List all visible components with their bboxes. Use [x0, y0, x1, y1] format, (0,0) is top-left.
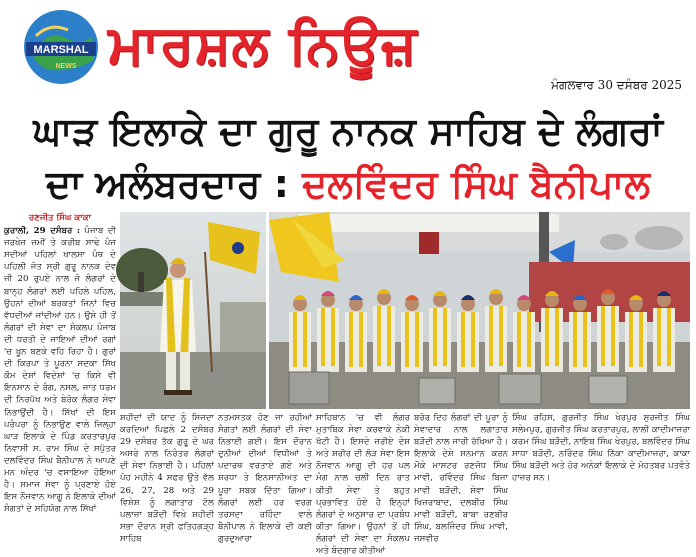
column-1-text: ਪੰਜਾਬ ਦੀ ਜਰਖੇਜ਼ ਜ਼ਮੀਂ ਤੇ ਕਰੀਬ ਸਾਢੇ ਪੰਜ ਸਦੀਆਂ ਪਹਿਲਾਂ ਖਾਲਸਾ ਪੰਥ ਦੇ ਪਹਿਲੀ ਜੋਤ ਸ੍ਰੀ ਗੁਰੂ ਨਾਨਕ ਦੇਵ ਜੀ 20 ਰੁਪਏ ਨਾਲ ਜੋ ਲੰਗਰਾਂ ਦੇ ਬਾਨ੍ਹ ਲੰਗਰਾਂ ਲਈ ਪਹਿਲੇ ਪਹਿਲ, ਉਹਨਾਂ ਦੀਆਂ ਬਰਕਤਾਂ ਜਿਨਾਂ ਵਿਚ ਵੱਧਦੀਆਂ ਜਾਂਦੀਆਂ ਹਨ। ਉਸੇ ਹੀ ਤੋਂ ਲੰਗਰਾਂ ਦੀ ਸੇਵਾ ਦਾ ਸੰਕਲਪ ਪੰਜਾਬ ਦੀ ਧਰਤੀ ਦੇ ਜਾਇਆਂ ਦੀਆਂ ਰਗਾਂ 'ਚ ਖੂਨ ਬਣਕੇ ਵਹਿ ਰਿਹਾ ਹੈ। ਗੁਰਾਂ ਦੀ ਕਿਰਪਾ ਤੇ ਪੂਰਨਾ ਸਦਕਾ ਸਿੱਖ ਕੌਮ ਦੇਸ਼ਾਂ ਵਿਦੇਸ਼ਾਂ 'ਚ ਕਿਸੇ ਵੀ ਇਨਸਾਨ ਦੇ ਰੰਗ, ਨਸਲ, ਜਾਤ ਧਰਮ ਦੀ ਨਿਰਪੱਖ ਅਤੇ ਬੇਰੋਕ ਲੰਗਰ ਸੇਵਾ ਨਿਭਾਉਂਦੀ ਹੈ। ਸਿੱਖਾਂ ਦੀ ਇਸ ਪਰੰਪਰਾ ਨੂੰ ਨਿਭਾਉਣ ਵਾਲੇ ਜ਼ਿਲ੍ਹਾ ਘਾੜ ਇਲਾਕੇ ਦੇ ਪਿੰਡ ਕਰਤਾਰਪੁਰ ਨਿਵਾਸੀ ਸ. ਰਾਮ ਸਿੰਘ ਦੇ ਸਪੁੱਤਰ ਦਲਵਿੰਦਰ ਸਿੰਘ ਬੈਨੀਪਾਲ ਨੇ ਆਪਣੇ ਮਨ ਅੰਦਰ 'ਚ ਵਸਾਇਆ ਹੋਇਆ ਹੈ। ਸਮਾਜ ਸੇਵਾ ਨੂੰ ਪ੍ਰਣਾਏ ਹੋਏ ਇਸ ਨੌਜਵਾਨ ਆਗੂ ਨੇ ਇਲਾਕੇ ਦੀਆਂ ਸੰਗਤਾਂ ਦੇ ਸਹਿਯੋਗ ਨਾਲ ਸਿੱਖਾਂ — [4, 226, 117, 515]
logo-title: MARSHAL — [33, 44, 89, 56]
marshal-news-logo — [22, 8, 100, 86]
article-column-4: ਸਾਹਿਬਾਨ 'ਚ ਵੀ ਲੰਗਰ ਮੁਤਾਬਿਕ ਸੇਵਾ ਕਰਵਾਕੇ ਨੇਕੀ ਖੱਟੀ ਹੈ। ਇਸਦੇ ਜ਼ਰੀਏ ਦੇਸ਼ ਅਤੇ ਸ਼ਰੀਰ ਦੀ ਲੋੜ ਸੇਵਾ ਇਸ ਨੌਜਵਾਨ ਆਗੂ ਦੀ ਹਰ ਪਲ ਮੰਗ ਨਾਲ ਚਲੀ ਦਿਨ ਰਾਤ ਕੀਤੀ ਸੇਵਾ ਤੇ ਬਹੁਤ ਪ੍ਰਭਾਵਿਤ ਹੋਏ ਹੈ ਇਨ੍ਹਾਂ ਲੰਗਰਾਂ ਦੇ ਅਨੁਸਾਰ ਦਾ ਪ੍ਰਬੰਧ ਕੀਤਾ ਗਿਆ। ਉਹਨਾਂ ਤੋਂ ਹੀ ਲੰਗਰਾਂ ਦੀ ਸੇਵਾ ਦਾ ਸੰਕਲਪ ਅਤੇ ਬੰਦਗਾਰ ਕੀਤੀਆਂ — [316, 413, 410, 557]
article-column-5: ਬਰੋਰ ਦਿਹ ਲੰਗਰਾਂ ਦੀ ਪੂਰਾ ਨੂੰ ਸੇਵਾਦਾਰ ਨਾਲ ਲਗਾਤਾਰ ਬੜੌਦੀ ਨਾਲ ਜਾਰੀ ਰੱਖਿਆ ਹੈ। ਇਲਾਕੇ ਦੇਸ਼ੇ ਸਨਮਾਨ ਕਰਨ ਮੌਕੇ ਮਾਸਟਰ ਰਣਜੋਧ ਸਿੰਘ ਮਾਵੀ, ਰਵਿੰਦਰ ਸਿੰਘ ਬਿਜਾ ਮਾਵੀ ਬੜੌਦੀ, ਸੇਵਾ ਸਿੰਘ ਖਿਜ਼ਰਾਬਾਦ, ਦਲਬੀਰ ਸਿੰਘ ਮਾਵੀ ਬੜੌਦੀ, ਬਾਬਾ ਰਣਬੀਰ ਸਿੰਘ, ਬਲਜਿੰਦਰ ਸਿੰਘ ਮਾਵੀ, ਜਸਵੀਰ — [414, 413, 508, 544]
logo-subtitle: NEWS — [55, 63, 77, 70]
photo-langar-sevadars-group — [269, 212, 690, 409]
headline-name: ਦਲਵਿੰਦਰ ਸਿੰਘ ਬੈਨੀਪਾਲ — [302, 162, 650, 206]
article-column-3: ਨਤਮਸਤਕ ਹੋਣ ਜਾ ਰਹੀਆਂ ਸੰਗਤਾਂ ਲਈ ਲੰਗਰਾਂ ਦੀ ਸੇਵਾ ਨਿਭਾਈ ਗਈ। ਇਸ ਦੌਰਾਨ ਦੁਨੀਆਂ ਦੀਆਂ ਵਿਧੀਆਂ ਤੇ ਪਦਾਰਥ ਵਰਤਾਏ ਗਏ ਅਤੇ ਸ਼ਰਧਾ ਤੇ ਇਨਸਾਨੀਅਤ ਦਾ ਪੂਰਾ ਸਬਕ ਦਿੱਤਾ ਗਿਆ। ਲੰਗਰਾਂ ਲਈ ਹਰ ਵਰਗ ਤਰਸਦਾ ਰਹਿੰਦਾ ਵਾਲੇ ਬੈਨੀਪਾਲ ਨੇ ਇਲਾਕੇ ਦੀ ਕਈ ਗੁਰਦੁਆਰਾ — [218, 413, 312, 544]
article-column-6: ਸਿੰਘ ਰਹਿਸ, ਗੁਰਜੀਤ ਸਿੰਘ ਖੇਰਪੁਰ ਸੁਰਜੀਤ ਸਿੰਘ ਸਲੇਮਪੁਰ, ਗੁਰਜੀਤ ਸਿੰਘ ਕਰਤਾਰਪੁਰ, ਲਾਲੀ ਕਾਦੀਮਾਜਰਾ ਕਰਮ ਸਿੰਘ ਬੜੌਦੀ, ਨਾਇਬ ਸਿੰਘ ਖੇਰਪੁਰ, ਬਲਵਿੰਦਰ ਸਿੰਘ ਸਾਧਾ ਬੜੌਦੀ, ਨਰਿੰਦਰ ਸਿੰਘ ਨਿੱਕਾ ਕਾਦੀਮਾਜਰਾ, ਕਾਕਾ ਸਿੰਘ ਬੜੌਦੀ ਅਤੇ ਹੋਰ ਅਨੇਕਾਂ ਇਲਾਕੇ ਦੇ ਮੋਹਤਬਰ ਪਤਵੰਤੇ ਹਾਜ਼ਰ ਸਨ। — [512, 413, 690, 484]
photo-man-with-flag — [120, 212, 266, 409]
headline-line-2 — [8, 160, 688, 208]
masthead-title: ਮਾਰਸ਼ਲ ਨਿਊਜ਼ — [108, 13, 418, 76]
issue-date: ਮੰਗਲਵਾਰ 30 ਦਸੰਬਰ 2025 — [551, 78, 682, 92]
headline-prefix: ਦਾ ਅਲੰਬਰਦਾਰ : — [46, 162, 289, 206]
dateline-lead: ਕੁਰਾਲੀ, 29 ਦਸੰਬਰ : — [4, 226, 81, 237]
headline-line-1: ਘਾੜ ਇਲਾਕੇ ਦਾ ਗੁਰੂ ਨਾਨਕ ਸਾਹਿਬ ਦੇ ਲੰਗਰਾਂ — [33, 109, 663, 153]
article-column-2: ਸ਼ਹੀਦਾਂ ਦੀ ਯਾਦ ਨੂੰ ਸਿਜਦਾ ਕਰਦਿਆਂ ਪਿਛਲੇ 2 ਦਸੰਬਰ 29 ਦਸੰਬਰ ਤੱਕ ਗੁਰੂ ਦੇ ਘਰ ਅਸਰੇ ਨਾਲ ਨਿਰੰਤਰ ਲੰਗਰਾਂ ਦੀ ਸੇਵਾ ਨਿਭਾਈ ਹੈ। ਪਹਿਲਾਂ ਪੋਹ ਮਹੀਨੇ 4 ਸਫਰ ਉਤੇ ਵੱਲ 26, 27, 28 ਅਤੇ 29 ਵਿਸ਼ੇਸ਼ ਨੂੰ ਲਗਾਤਾਰ ਟੋਲ ਪਲਾਜ਼ਾ ਬੜੌਦੀ ਵਿਖੇ ਸ਼ਹੀਦੀ ਸਭਾ ਦੌਰਾਨ ਸ੍ਰੀ ਫਤਿਹਗੜ੍ਹ ਸਾਹਿਬ — [120, 413, 214, 544]
byline: ਰਣਜੀਤ ਸਿੰਘ ਕਾਕਾ — [28, 213, 92, 223]
article-column-1 — [4, 212, 116, 516]
